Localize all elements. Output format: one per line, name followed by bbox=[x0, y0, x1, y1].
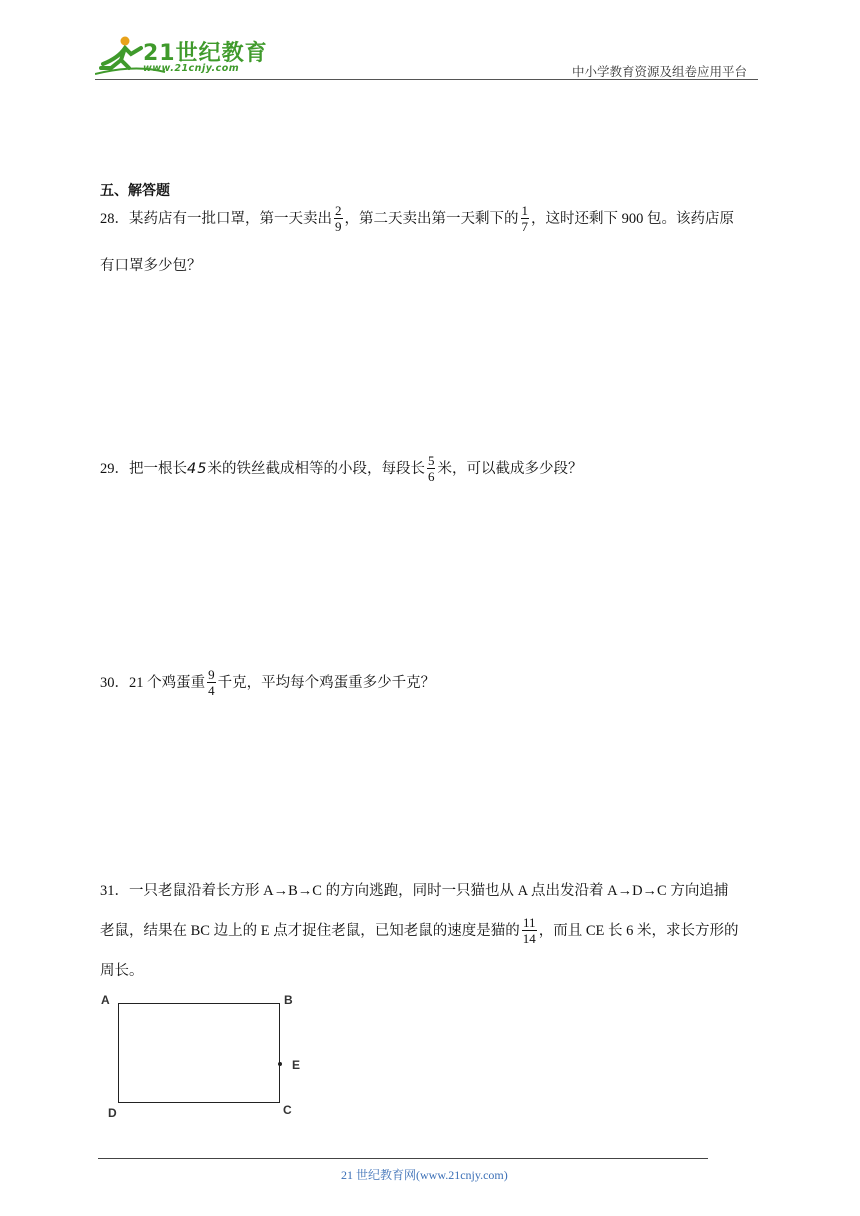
q28-text-3: ，这时还剩下 900 包。该药店原 bbox=[531, 210, 734, 227]
q29-numerator: 5 bbox=[427, 453, 435, 468]
q30-text-2: 千克，平均每个鸡蛋重多少千克？ bbox=[217, 674, 436, 691]
q31-numerator: 11 bbox=[522, 915, 536, 930]
question-31-line3: 周长。 bbox=[100, 963, 144, 979]
section-title: 五、解答题 bbox=[100, 184, 170, 199]
q30-fraction bbox=[207, 667, 216, 698]
q28-text-2: ，第二天卖出第一天剩下的 bbox=[344, 210, 519, 227]
point-e bbox=[278, 1062, 282, 1066]
q29-text-1: 29．把一根长 bbox=[100, 460, 187, 477]
q28-f2-denominator: 7 bbox=[521, 219, 528, 234]
q29-text-2: 米的铁丝截成相等的小段，每段长 bbox=[207, 460, 425, 477]
header-divider bbox=[95, 79, 758, 80]
label-b: B bbox=[284, 993, 293, 1007]
q28-f2-numerator: 1 bbox=[521, 203, 528, 218]
q28-f1-numerator: 2 bbox=[335, 203, 342, 218]
q29-fraction bbox=[427, 453, 436, 484]
q31-fraction bbox=[522, 915, 537, 946]
q29-denominator: 6 bbox=[427, 469, 435, 484]
rectangle-abcd bbox=[118, 1003, 280, 1103]
q28-fraction-1 bbox=[334, 203, 343, 234]
q28-text-1: 28．某药店有一批口罩，第一天卖出 bbox=[100, 210, 332, 227]
q31-denominator: 14 bbox=[522, 931, 536, 946]
label-c: C bbox=[283, 1103, 292, 1117]
q28-f1-denominator: 9 bbox=[335, 219, 342, 234]
q30-text-1: 30．21 个鸡蛋重 bbox=[100, 674, 206, 691]
q30-numerator: 9 bbox=[208, 667, 215, 682]
question-28-line1 bbox=[100, 203, 734, 234]
label-e: E bbox=[292, 1058, 301, 1072]
q28-fraction-2 bbox=[521, 203, 530, 234]
label-a: A bbox=[101, 993, 110, 1007]
label-d: D bbox=[108, 1106, 117, 1120]
q31-text-2: ，而且 CE 长 6 米，求长方形的 bbox=[538, 922, 739, 939]
question-29 bbox=[100, 453, 582, 484]
platform-name: 中小学教育资源及组卷应用平台 bbox=[572, 65, 748, 79]
footer-divider bbox=[98, 1158, 708, 1159]
logo-url: www.21cnjy.com bbox=[143, 63, 240, 74]
question-31-line1: 31．一只老鼠沿着长方形 A→B→C 的方向逃跑，同时一只猫也从 A 点出发沿着 A→D→C 方向追捕 bbox=[100, 883, 729, 899]
question-31-line2 bbox=[100, 915, 738, 946]
footer-text: 21 世纪教育网(www.21cnjy.com) bbox=[341, 1168, 508, 1182]
question-28-line2: 有口罩多少包？ bbox=[100, 258, 202, 274]
question-30 bbox=[100, 667, 435, 698]
q29-length: 45 bbox=[187, 460, 208, 477]
logo-text: 21世纪教育 bbox=[143, 41, 268, 66]
q29-text-3: 米，可以截成多少段？ bbox=[437, 460, 583, 477]
q31-text-1: 老鼠，结果在 BC 边上的 E 点才捉住老鼠，已知老鼠的速度是猫的 bbox=[100, 922, 520, 939]
q30-denominator: 4 bbox=[208, 683, 215, 698]
